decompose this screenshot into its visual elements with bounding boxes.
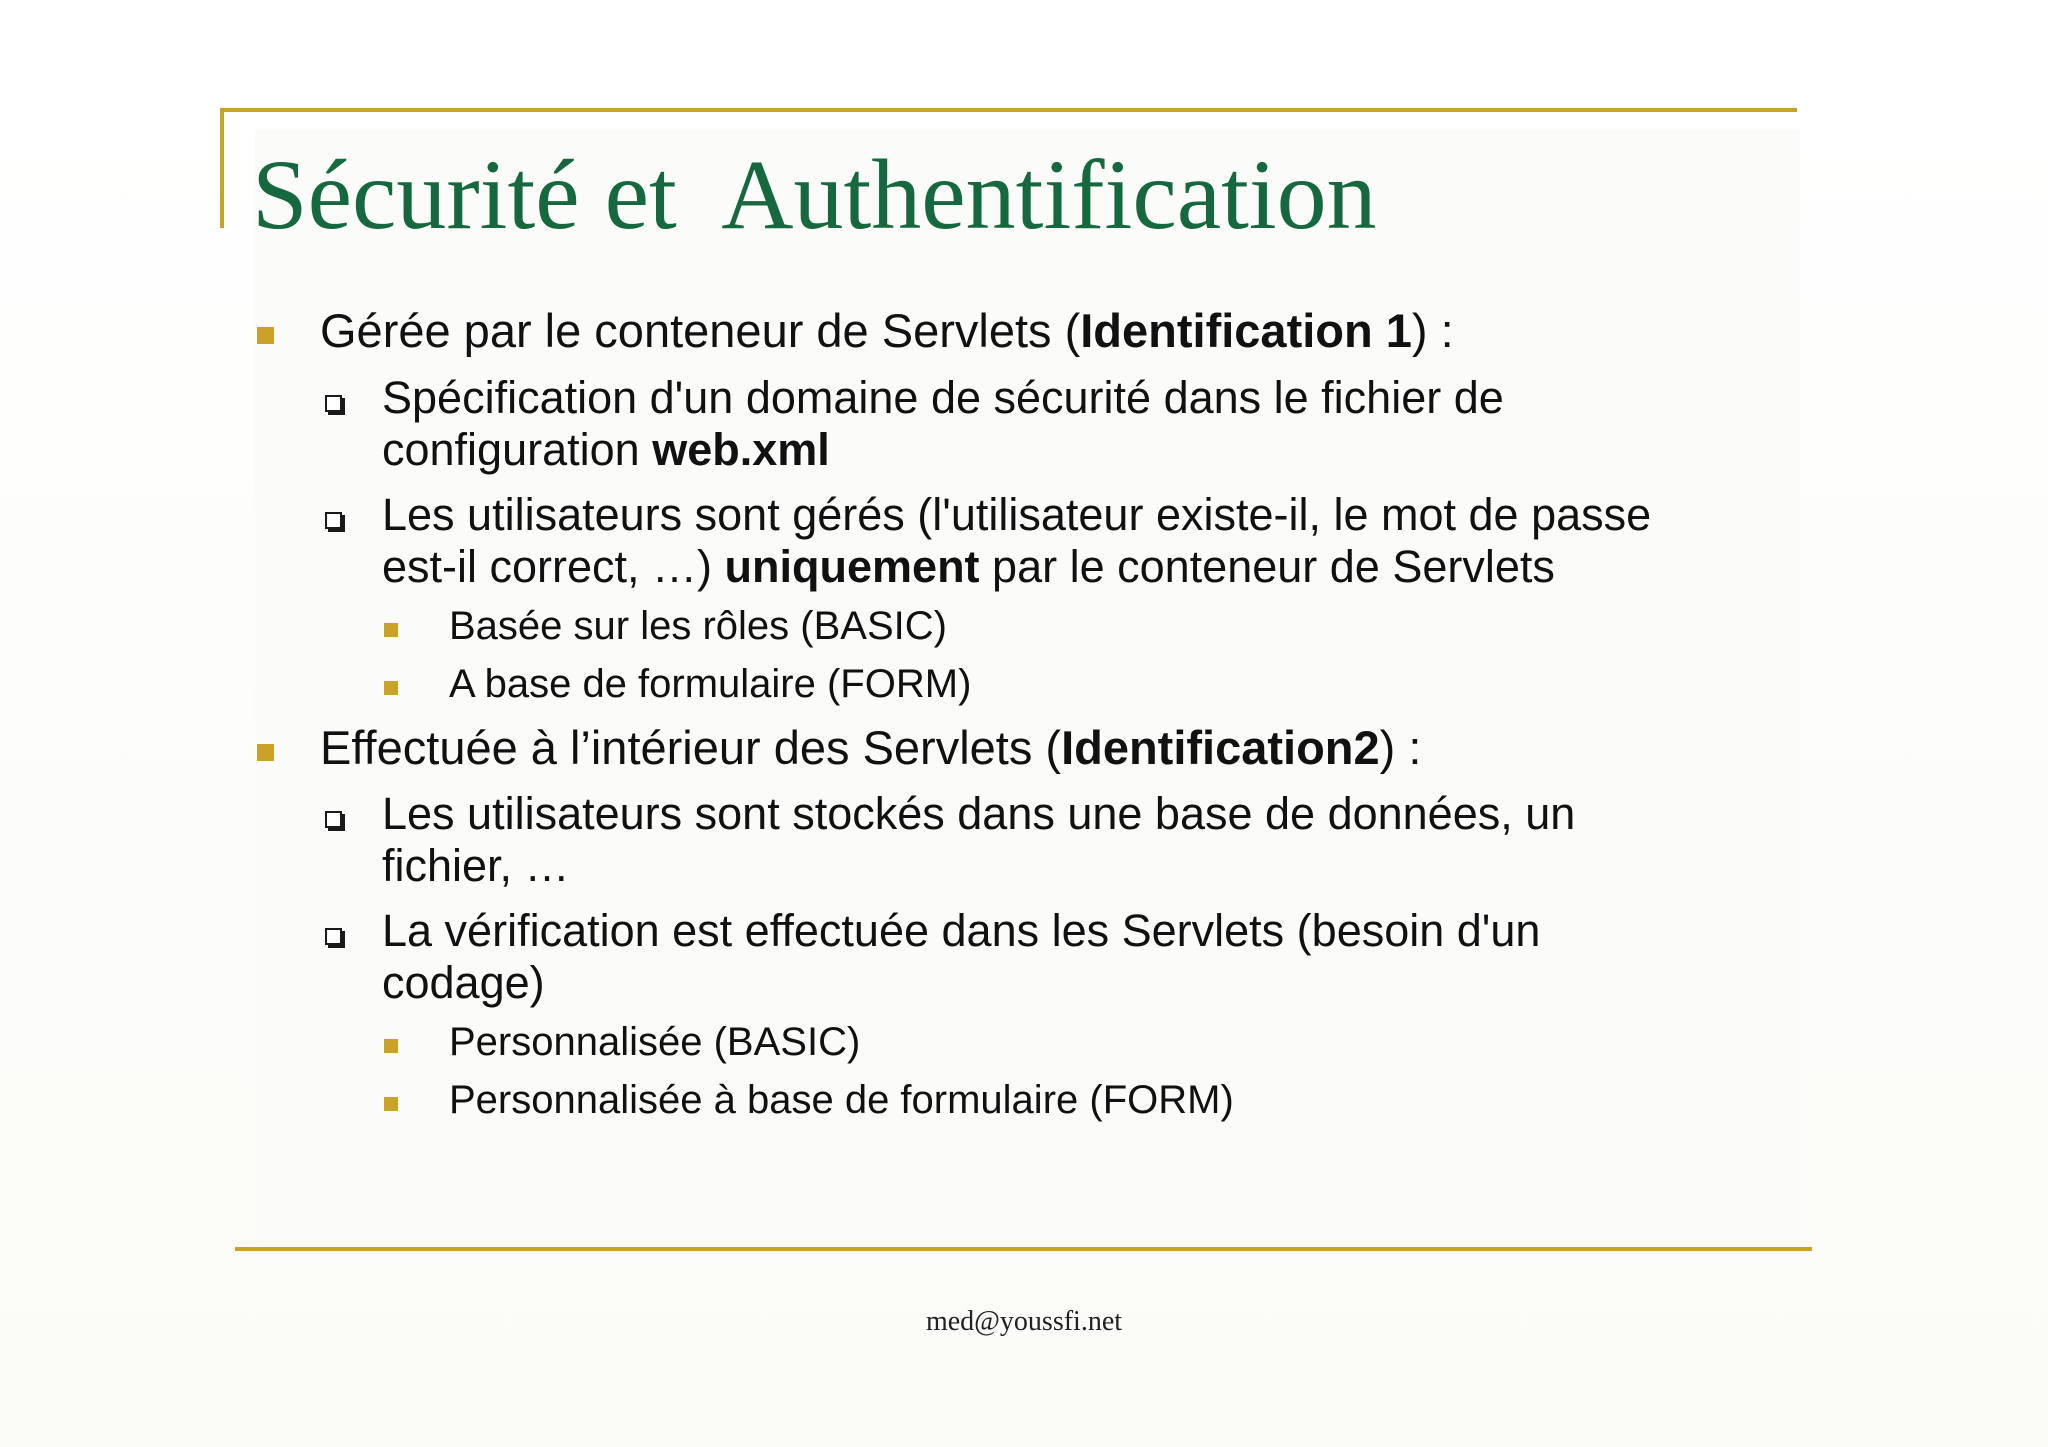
footer-email: med@youssfi.net — [925, 1306, 1123, 1337]
bullet-bold-text: Identification2 — [1061, 721, 1380, 774]
hollow-square-bullet-icon — [325, 928, 342, 945]
bullet-text: Spécification d'un domaine de sécurité dans le fichier de — [382, 372, 1504, 423]
bullet-square-icon — [384, 1039, 398, 1053]
bullet-item — [382, 788, 1575, 840]
bullet-square-icon — [257, 327, 274, 344]
bullet-item-continuation — [382, 840, 570, 892]
bullet-item — [382, 372, 1504, 424]
bullet-text: Personnalisée (BASIC) — [449, 1020, 861, 1064]
bullet-text: fichier, … — [382, 840, 570, 891]
bullet-text: Personnalisée à base de formulaire (FORM) — [449, 1078, 1234, 1122]
bullet-item — [382, 905, 1540, 957]
bullet-item — [449, 660, 971, 708]
bullet-item — [449, 602, 947, 650]
bullet-text: Basée sur les rôles (BASIC) — [449, 604, 947, 648]
bullet-text: ) : — [1411, 304, 1454, 357]
hollow-square-bullet-icon — [325, 395, 342, 412]
bullet-item — [320, 722, 1421, 774]
bullet-bold-text: web.xml — [652, 424, 830, 475]
bullet-square-icon — [257, 744, 274, 761]
bullet-square-icon — [384, 681, 398, 695]
hollow-square-bullet-icon — [325, 512, 342, 529]
bullet-text: Les utilisateurs sont gérés (l'utilisateur existe-il, le mot de passe — [382, 489, 1652, 540]
bullet-bold-text: Identification 1 — [1080, 304, 1412, 357]
bullet-text: La vérification est effectuée dans les Servlets (besoin d'un — [382, 905, 1541, 956]
bullet-item — [320, 305, 1454, 357]
bullet-item — [382, 489, 1651, 541]
bullet-item-continuation — [382, 424, 830, 476]
bullet-item-continuation — [382, 541, 1555, 593]
bullet-text: Gérée par le conteneur de Servlets ( — [320, 304, 1081, 357]
bullet-bold-text: uniquement — [724, 541, 980, 592]
bullet-text: codage) — [382, 957, 545, 1008]
bullet-text: ) : — [1379, 721, 1422, 774]
footer-rule — [235, 1247, 1812, 1251]
slide-title: Sécurité et Authentification — [252, 139, 1377, 250]
bullet-text: est-il correct, …) — [382, 541, 725, 592]
hollow-square-bullet-icon — [325, 811, 342, 828]
bullet-text: A base de formulaire (FORM) — [449, 662, 972, 706]
bullet-text: configuration — [382, 424, 653, 475]
bullet-item — [449, 1076, 1234, 1124]
bullet-square-icon — [384, 623, 398, 637]
bullet-square-icon — [384, 1097, 398, 1111]
bullet-text: Les utilisateurs sont stockés dans une base de données, un — [382, 788, 1576, 839]
bullet-text: par le conteneur de Servlets — [979, 541, 1555, 592]
bullet-text: Effectuée à l’intérieur des Servlets ( — [320, 721, 1062, 774]
bullet-item-continuation — [382, 957, 545, 1009]
bullet-item — [449, 1018, 860, 1066]
